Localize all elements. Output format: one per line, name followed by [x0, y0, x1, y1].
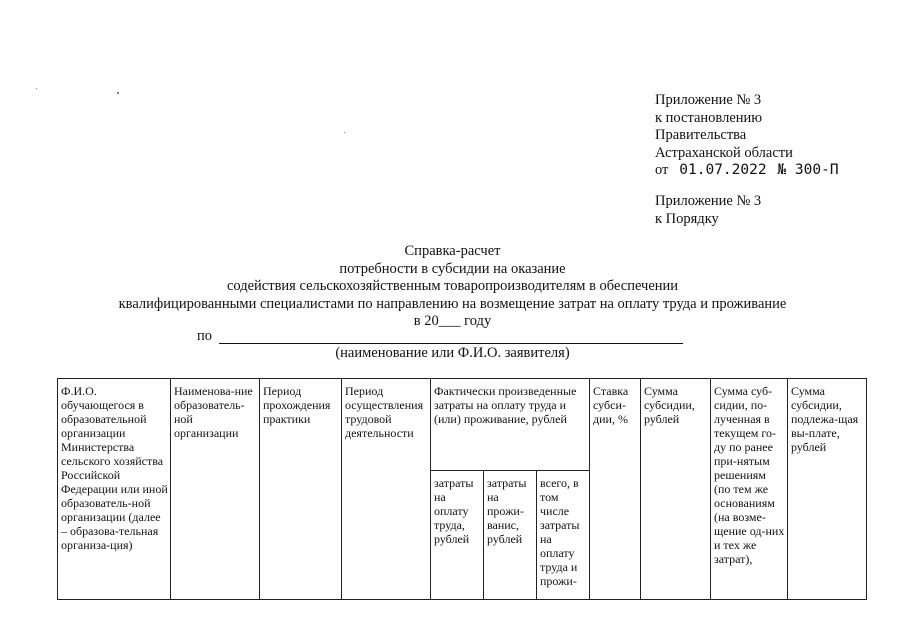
order-appendix-header — [655, 193, 761, 228]
title-line: квалифицированными специалистами по направлению на возмещение затрат на оплату труда и проживание — [118, 295, 787, 312]
date-prefix: от — [655, 162, 669, 178]
appendix-line: Правительства — [655, 127, 747, 143]
title-line: потребности в субсидии на оказание — [339, 260, 566, 277]
header-subsidy-rate: Ставка субси-дии, % — [590, 379, 641, 600]
scan-speck — [117, 92, 119, 94]
appendix-line: Приложение № 3 — [655, 92, 762, 108]
scan-speck — [344, 132, 345, 133]
applicant-prefix: по — [197, 328, 213, 344]
appendix-line: Астраханской области — [655, 144, 793, 161]
order-line: к Порядку — [655, 210, 719, 227]
title-line: Справка-расчет — [404, 243, 501, 259]
title-line: в 20___ году — [413, 313, 492, 329]
calculation-table — [57, 378, 867, 600]
header-subsidy-amount: Сумма субсидии, рублей — [641, 379, 711, 600]
applicant-blank-line — [219, 343, 683, 344]
appendix-line: к постановлению — [655, 109, 763, 126]
appendix-header — [655, 92, 839, 180]
header-actual-costs: Фактически произведенные затраты на оплату труда и (или) проживание, рублей — [431, 379, 590, 471]
header-practice-period: Период прохождения практики — [260, 379, 342, 600]
header-total-costs: всего, в том числе затраты на оплату труда и прожи- — [537, 471, 590, 600]
title-line: содействия сельскохозяйственным товаропроизводителям в обеспечении — [226, 278, 679, 294]
header-work-period: Период осуществления трудовой деятельности — [342, 379, 431, 600]
header-organization-name: Наименова-ние образователь-ной организации — [171, 379, 260, 600]
header-housing-costs: затраты на прожи-ванис, рублей — [484, 471, 537, 600]
document-title — [0, 243, 905, 331]
order-line: Приложение № 3 — [655, 193, 762, 209]
header-full-name: Ф.И.О. обучающегося в образовательной организации Министерства сельского хозяйства Российской Федерации или иной образователь-ной организации (далее – образова-тельная организа-ция) — [58, 379, 171, 600]
header-received-subsidy: Сумма суб-сидии, по-лученная в текущем го-ду по ранее при-нятым решениям (по тем же основаниям (на возме-щение од-них и тех же затрат), — [711, 379, 788, 600]
scan-speck — [36, 88, 37, 89]
applicant-caption: (наименование или Ф.И.О. заявителя) — [335, 345, 570, 361]
header-labor-costs: затраты на оплату труда, рублей — [431, 471, 484, 600]
decree-date: 01.07.2022 — [679, 162, 767, 178]
decree-number: № 300-П — [777, 162, 839, 178]
header-payable-subsidy: Сумма субсидии, подлежа-щая вы-плате, рублей — [788, 379, 867, 600]
decree-date-line — [655, 162, 839, 180]
